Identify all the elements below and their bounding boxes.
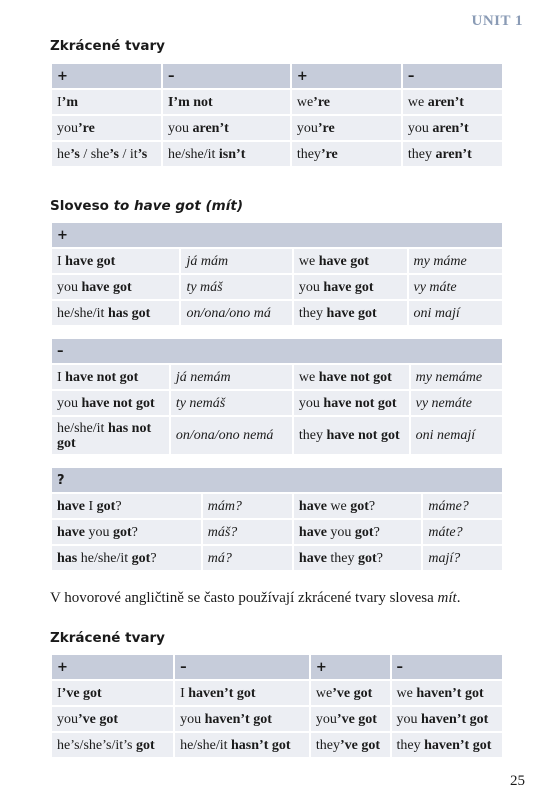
czech-cell: vy máte [409, 273, 503, 299]
cell: you’ve got [52, 705, 173, 731]
cell: you have not got [294, 389, 409, 415]
header-minus: – [52, 339, 502, 363]
czech-cell: on/ona/ono má [181, 299, 291, 325]
header-minus: – [175, 655, 309, 679]
cell: I’m not [163, 88, 290, 114]
cell: we aren’t [403, 88, 502, 114]
cell: they’ve got [311, 731, 390, 757]
table-row [52, 705, 502, 731]
cell: they haven’t got [392, 731, 503, 757]
cell: you’re [292, 114, 401, 140]
table-row [52, 679, 502, 705]
czech-cell: ty nemáš [171, 389, 292, 415]
cell: you aren’t [163, 114, 290, 140]
czech-cell: já nemám [171, 363, 292, 389]
table-row [52, 544, 502, 570]
cell: I have not got [52, 363, 169, 389]
table-row [52, 518, 502, 544]
cell: he/she/it isn’t [163, 140, 290, 166]
have-got-question-table [50, 468, 504, 570]
cell: you haven’t got [175, 705, 309, 731]
czech-cell: my nemáme [411, 363, 502, 389]
page-number: 25 [510, 773, 525, 789]
table-row [52, 492, 502, 518]
cell: he/she/it has not got [52, 415, 169, 454]
cell: they have got [294, 299, 407, 325]
header-minus: – [163, 64, 290, 88]
czech-cell: máte? [423, 518, 502, 544]
have-got-positive-table [50, 223, 504, 325]
unit-label: UNIT 1 [471, 13, 523, 29]
section1-heading: Zkrácené tvary [50, 38, 165, 54]
table-row [52, 363, 502, 389]
cell: you have got [294, 273, 407, 299]
header-plus: + [311, 655, 390, 679]
czech-cell: máš? [203, 518, 292, 544]
czech-cell: mám? [203, 492, 292, 518]
czech-cell: já mám [181, 247, 291, 273]
cell: you’re [52, 114, 161, 140]
cell: I have got [52, 247, 179, 273]
cell: we have got [294, 247, 407, 273]
table-row [52, 415, 502, 454]
have-got-negative-table [50, 339, 504, 454]
cell: he’s/she’s/it’s got [52, 731, 173, 757]
table-row [52, 389, 502, 415]
cell: he/she/it has got [52, 299, 179, 325]
header-minus: – [392, 655, 503, 679]
header-plus: + [52, 223, 502, 247]
header-minus: – [403, 64, 502, 88]
czech-cell: máme? [423, 492, 502, 518]
cell: we’ve got [311, 679, 390, 705]
table-row [52, 273, 502, 299]
table-row [52, 247, 502, 273]
cell: has he/she/it got? [52, 544, 201, 570]
table-row [52, 299, 502, 325]
cell: he’s / she’s / it’s [52, 140, 161, 166]
cell: we have not got [294, 363, 409, 389]
cell: have we got? [294, 492, 421, 518]
table-row [52, 114, 502, 140]
cell: you have got [52, 273, 179, 299]
cell: have they got? [294, 544, 421, 570]
cell: they aren’t [403, 140, 502, 166]
header-plus: + [52, 64, 161, 88]
header-plus: + [52, 655, 173, 679]
cell: have you got? [52, 518, 201, 544]
section2-heading: Sloveso to have got (mít) [50, 198, 243, 214]
cell: you haven’t got [392, 705, 503, 731]
cell: I’m [52, 88, 161, 114]
contractions-have-got-table [50, 655, 504, 757]
table-row [52, 140, 502, 166]
cell: we haven’t got [392, 679, 503, 705]
czech-cell: ty máš [181, 273, 291, 299]
czech-cell: vy nemáte [411, 389, 502, 415]
cell: I haven’t got [175, 679, 309, 705]
czech-cell: mají? [423, 544, 502, 570]
cell: they’re [292, 140, 401, 166]
cell: you’ve got [311, 705, 390, 731]
cell: have I got? [52, 492, 201, 518]
cell: he/she/it hasn’t got [175, 731, 309, 757]
czech-cell: oni nemají [411, 415, 502, 454]
cell: you have not got [52, 389, 169, 415]
czech-cell: on/ona/ono nemá [171, 415, 292, 454]
czech-cell: má? [203, 544, 292, 570]
czech-cell: oni mají [409, 299, 503, 325]
cell: you aren’t [403, 114, 502, 140]
czech-cell: my máme [409, 247, 503, 273]
cell: they have not got [294, 415, 409, 454]
table-row [52, 88, 502, 114]
table-row [52, 731, 502, 757]
header-question: ? [52, 468, 502, 492]
header-plus: + [292, 64, 401, 88]
usage-note: V hovorové angličtině se často používají zkrácené tvary slovesa mít. [50, 590, 461, 606]
contractions-be-table [50, 64, 504, 166]
cell: we’re [292, 88, 401, 114]
cell: have you got? [294, 518, 421, 544]
section3-heading: Zkrácené tvary [50, 630, 165, 646]
cell: I’ve got [52, 679, 173, 705]
